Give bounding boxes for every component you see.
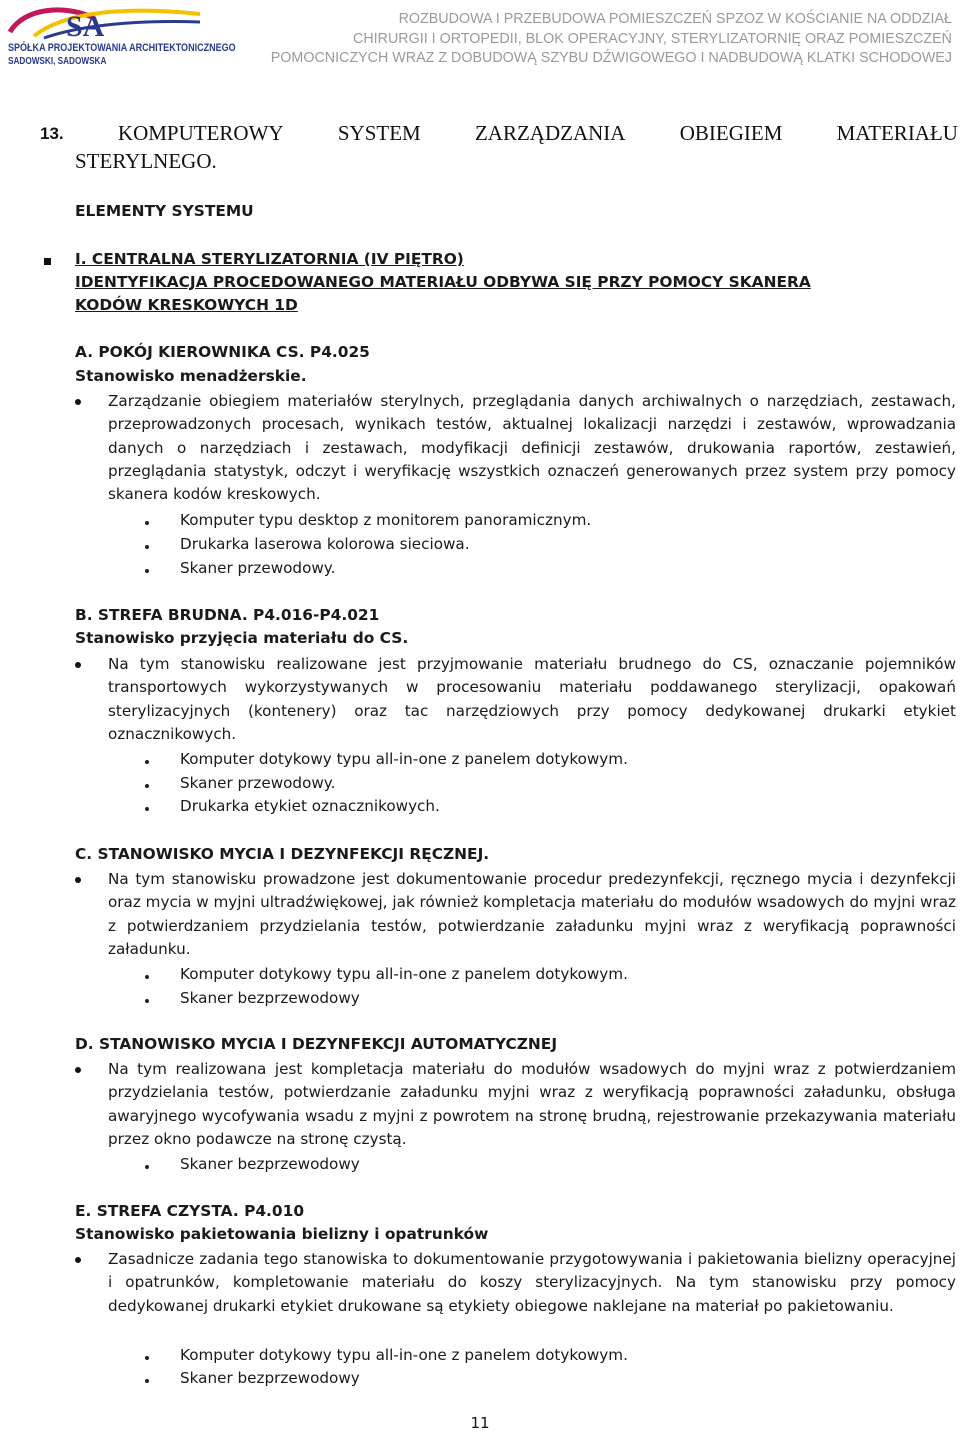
- bullet-icon: [75, 399, 81, 405]
- section-e-item: Skaner bezprzewodowy: [180, 1369, 360, 1387]
- sub-bullet-icon: [145, 1356, 149, 1360]
- project-title-line3: POMOCNICZYCH WRAZ Z DOBUDOWĄ SZYBU DŹWIGOWEGO I NADBUDOWĄ KLATKI SCHODOWEJ: [270, 50, 952, 66]
- page-header: [0, 0, 960, 72]
- section-e-paragraph: Zasadnicze zadania tego stanowiska to dokumentowanie przygotowywania i pakietowania bielizny operacyjnej i opatrunków, kompletowanie materiału do koszy sterylizacyjnych. Na tym stanowisku przy pomocy dedykowanej drukarki etykiet drukowane są etykiety obiegowe naklejane na materiał po pakietowaniu.: [108, 1250, 956, 1315]
- chapter-title: [40, 121, 958, 146]
- section-i-title: I. CENTRALNA STERYLIZATORNIA (IV PIĘTRO): [75, 250, 464, 268]
- section-a-subheading: Stanowisko menadżerskie.: [75, 367, 307, 385]
- square-bullet-icon: [44, 258, 51, 265]
- project-title-line1: ROZBUDOWA I PRZEBUDOWA POMIESZCZEŃ SPZOZ W KOŚCIANIE NA ODDZIAŁ: [398, 11, 952, 27]
- sub-bullet-icon: [145, 760, 149, 764]
- section-c-paragraph: Na tym stanowisku prowadzone jest dokumentowanie procedur predezynfekcji, ręcznego mycia i dezynfekcji oraz mycia w myjni ultradźwiękowej, jak również kompletacja materiału do modułów wsadowych do myjni wraz z potwierdzaniem przydzielania testów, potwierdzanie załadunku myjni wraz z weryfikacją poprawności załadunku.: [108, 870, 956, 958]
- chapter-title-line2: STERYLNEGO.: [75, 149, 217, 173]
- section-d-heading: D. STANOWISKO MYCIA I DEZYNFEKCJI AUTOMATYCZNEJ: [75, 1035, 558, 1053]
- chapter-title-word: SYSTEM: [337, 121, 421, 145]
- section-i-line2: IDENTYFIKACJA PROCEDOWANEGO MATERIAŁU ODBYWA SIĘ PRZY POMOCY SKANERA: [75, 273, 811, 291]
- chapter-title-word: KOMPUTEROWY: [117, 121, 284, 145]
- sub-bullet-icon: [145, 569, 149, 573]
- section-b-paragraph: Na tym stanowisku realizowane jest przyjmowanie materiału brudnego do CS, oznaczanie pojemników transportowych wykorzystywanych w procesowaniu materiału poddawanego sterylizacji, opakowań sterylizacyjnych (kontenery) oraz tac narzędziowych przy pomocy dedykowanej drukarki etykiet oznacznikowych.: [108, 655, 956, 743]
- company-logo: [4, 2, 236, 70]
- section-b-item: Drukarka etykiet oznacznikowych.: [180, 797, 440, 815]
- project-title: [212, 10, 952, 69]
- section-e-subheading: Stanowisko pakietowania bielizny i opatrunków: [75, 1225, 489, 1243]
- section-b-heading: B. STREFA BRUDNA. P4.016-P4.021: [75, 606, 380, 624]
- sub-bullet-icon: [145, 975, 149, 979]
- chapter-title-word: MATERIAŁU: [836, 121, 958, 145]
- section-b-item: Komputer dotykowy typu all-in-one z panelem dotykowym.: [180, 750, 628, 768]
- section-e-heading: E. STREFA CZYSTA. P4.010: [75, 1202, 305, 1220]
- bullet-icon: [75, 1257, 81, 1263]
- section-a-item: Skaner przewodowy.: [180, 559, 336, 577]
- section-c-item: Komputer dotykowy typu all-in-one z panelem dotykowym.: [180, 965, 628, 983]
- sub-bullet-icon: [145, 807, 149, 811]
- sub-bullet-icon: [145, 1379, 149, 1383]
- sub-bullet-icon: [145, 521, 149, 525]
- bullet-icon: [75, 877, 81, 883]
- elements-heading: ELEMENTY SYSTEMU: [75, 202, 254, 220]
- bullet-icon: [75, 662, 81, 668]
- section-c-item: Skaner bezprzewodowy: [180, 989, 360, 1007]
- section-a-item: Komputer typu desktop z monitorem panoramicznym.: [180, 511, 592, 529]
- section-a-paragraph: Zarządzanie obiegiem materiałów sterylnych, przeglądania danych archiwalnych o narzędziach, zestawach, przeprowadzonych procesach, wynikach testów, aktualnej lokalizacji narzędzi i zestawów, wprowadzania danych o narzędziach i zestawach, modyfikacji definicji zestawów, drukowania raportów, zestawień, przeglądania statystyk, odczyt i weryfikację wszystkich oznaczeń generowanych przez system przy pomocy skanera kodów kreskowych.: [108, 392, 956, 504]
- section-d-item: Skaner bezprzewodowy: [180, 1155, 360, 1173]
- sub-bullet-icon: [145, 545, 149, 549]
- section-a-item: Drukarka laserowa kolorowa sieciowa.: [180, 535, 470, 553]
- logo-swoosh-icon: [4, 2, 204, 46]
- chapter-title-word: ZARZĄDZANIA: [474, 121, 626, 145]
- section-b-subheading: Stanowisko przyjęcia materiału do CS.: [75, 629, 409, 647]
- sub-bullet-icon: [145, 999, 149, 1003]
- chapter-title-word: OBIEGIEM: [679, 121, 783, 145]
- svg-text:SA: SA: [66, 10, 105, 43]
- chapter-number: 13.: [40, 124, 64, 143]
- bullet-icon: [75, 1067, 81, 1073]
- sub-bullet-icon: [145, 1165, 149, 1169]
- section-d-paragraph: Na tym realizowana jest kompletacja materiału do modułów wsadowych do myjni wraz z potwierdzaniem przydzielania testów, potwierdzanie załadunku myjni wraz z weryfikacją poprawności załadunku, obsługa awaryjnego wycofywania wsadu z myjni z powrotem na stronę brudną, rejestrowanie przekazywania materiału przez okno podawcze na stronę czystą.: [108, 1060, 956, 1148]
- logo-company-name: SPÓŁKA PROJEKTOWANIA ARCHITEKTONICZNEGO: [8, 42, 236, 54]
- sub-bullet-icon: [145, 784, 149, 788]
- logo-owners: SADOWSKI, SADOWSKA: [8, 56, 107, 67]
- section-a-heading: A. POKÓJ KIEROWNIKA CS. P4.025: [75, 343, 370, 361]
- section-c-heading: C. STANOWISKO MYCIA I DEZYNFEKCJI RĘCZNEJ.: [75, 845, 490, 863]
- project-title-line2: CHIRURGII I ORTOPEDII, BLOK OPERACYJNY, STERYLIZATORNIĘ ORAZ POMIESZCZEŃ: [353, 30, 952, 47]
- page-number: 11: [470, 1414, 490, 1432]
- section-i-line3: KODÓW KRESKOWYCH 1D: [75, 296, 298, 314]
- section-b-item: Skaner przewodowy.: [180, 774, 336, 792]
- section-e-item: Komputer dotykowy typu all-in-one z panelem dotykowym.: [180, 1346, 628, 1364]
